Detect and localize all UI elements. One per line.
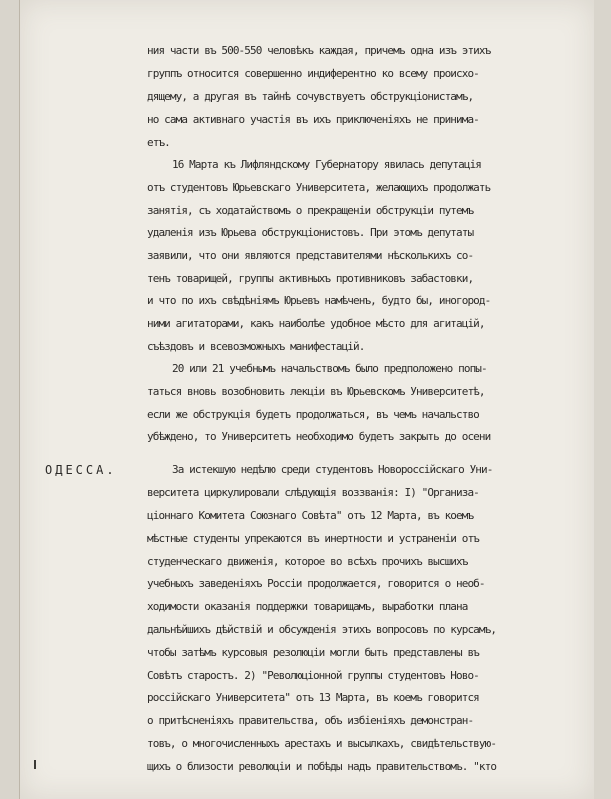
text-line: Совѣтъ старостъ. 2) "Революціонной группы студентовъ Ново-: [147, 669, 479, 682]
text-line: дящему, а другая въ тайнѣ сочувствуетъ обструкціонистамъ,: [147, 90, 474, 103]
text-line: съѣздовъ и всевозможныхъ манифестацій.: [147, 340, 365, 353]
text-line: россійскаго Университета" отъ 13 Марта, въ коемъ говорится: [147, 691, 479, 704]
text-line: но сама активнаго участія въ ихъ приключеніяхъ не принима-: [147, 113, 479, 126]
text-line: таться вновь возобновить лекціи въ Юрьевскомъ Университетѣ,: [147, 385, 485, 398]
text-line: занятія, съ ходатайствомъ о прекращеніи обструкціи путемъ: [147, 204, 474, 217]
text-line: удаленія изъ Юрьева обструкціонистовъ. При этомъ депутаты: [147, 226, 474, 239]
text-line: мѣстные студенты упрекаются въ инертности и устраненіи отъ: [147, 532, 479, 545]
text-line: 20 или 21 учебнымъ начальствомъ было предположено попы-: [172, 362, 487, 375]
text-line: и что по ихъ свѣдѣніямъ Юрьевъ намѣченъ, будто бы, иногород-: [147, 294, 491, 307]
text-line: 16 Марта къ Лифляндскому Губернатору явилась депутація: [172, 158, 482, 171]
text-line: ними агитаторами, какъ наиболѣе удобное мѣсто для агитацій,: [147, 317, 485, 330]
text-line: товъ, о многочисленныхъ арестахъ и высылкахъ, свидѣтельствую-: [147, 737, 497, 750]
text-line: За истекшую недѣлю среди студентовъ Новороссійскаго Уни-: [172, 463, 493, 476]
text-line: заявили, что они являются представителями нѣсколькихъ со-: [147, 249, 474, 262]
text-line: о притѣсненіяхъ правительства, объ избіеніяхъ демонстран-: [147, 714, 474, 727]
text-line: группъ относится совершенно индиферентно ко всему происхо-: [147, 67, 479, 80]
text-line: если же обструкція будетъ продолжаться, въ чемъ начальство: [147, 408, 479, 421]
text-line: отъ студентовъ Юрьевскаго Университета, желающихъ продолжать: [147, 181, 491, 194]
text-line: тенъ товарищей, группы активныхъ противниковъ забастовки,: [147, 272, 474, 285]
section-label-odessa: ОДЕССА.: [45, 463, 117, 477]
text-line: студенческаго движенія, которое во всѣхъ прочихъ высшихъ: [147, 555, 468, 568]
text-line: учебныхъ заведеніяхъ Россіи продолжается, говорится о необ-: [147, 577, 485, 590]
text-line: ціоннаго Комитета Союзнаго Совѣта" отъ 12 Марта, въ коемъ: [147, 509, 474, 522]
text-line: ходимости оказанія поддержки товарищамъ, выработки плана: [147, 600, 468, 613]
text-line: щихъ о близости революціи и побѣды надъ правительствомъ. "кто: [147, 760, 497, 773]
text-line: дальнѣйшихъ дѣйствій и обсужденія этихъ вопросовъ по курсамъ,: [147, 623, 497, 636]
margin-mark: [34, 760, 36, 769]
text-line: верситета циркулировали слѣдующія воззванія: I) "Организа-: [147, 486, 479, 499]
text-line: убѣждено, то Университетъ необходимо будетъ закрыть до осени: [147, 430, 491, 443]
text-line: етъ.: [147, 136, 170, 149]
text-line: ния части въ 500-550 человѣкъ каждая, причемъ одна изъ этихъ: [147, 44, 491, 57]
text-line: чтобы затѣмъ курсовыя резолюціи могли быть представлены въ: [147, 646, 479, 659]
